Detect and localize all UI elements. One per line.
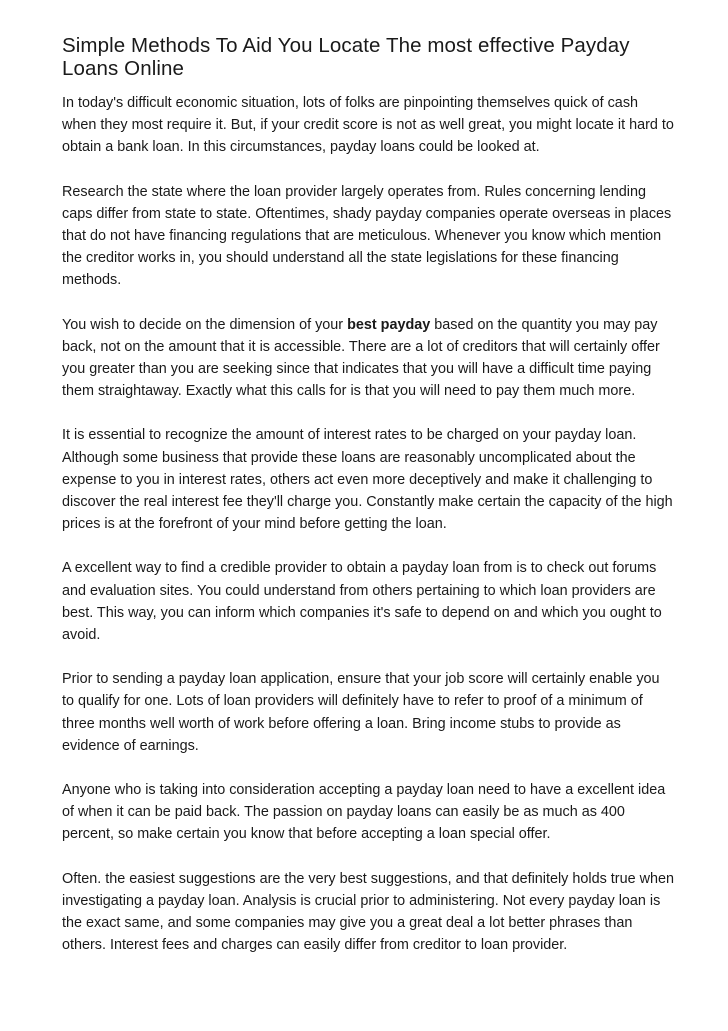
paragraph-3-after: based on the quantity you may pay back, not on the amount that it is accessible. There are a lot of creditors that will certainly offer you greater than you are seeking since that indicates that you will have a difficult time paying them straightaway. Exactly what this calls for is that you will need to pay them much more.: [62, 316, 660, 400]
paragraph-6: Prior to sending a payday loan application, ensure that your job score will certainly enable you to qualify for one. Lots of loan providers will definitely have to refer to proof of a minimum of three months well worth of work before offering a loan. Bring income stubs to provide as evidence of earnings.: [62, 671, 660, 754]
paragraph-7: Anyone who is taking into consideration accepting a payday loan need to have a excellent idea of when it can be paid back. The passion on payday loans can easily be as much as 400 percent, so make certain you know that before accepting a loan special offer.: [62, 782, 666, 843]
paragraph-4: It is essential to recognize the amount of interest rates to be charged on your payday loan. Although some business that provide these loans are reasonably uncomplicated about the expense to you in interest rates, others act even more deceptively and make it challenging to discover the real interest fee they'll charge you. Constantly make certain the capacity of the high prices is at the forefront of your mind before getting the loan.: [62, 427, 673, 533]
paragraph-1: In today's difficult economic situation, lots of folks are pinpointing themselves quick of cash when they most require it. But, if your credit score is not as well great, you might locate it hard to obtain a bank loan. In this circumstances, payday loans could be looked at.: [62, 95, 674, 156]
paragraph-2: Research the state where the loan provider largely operates from. Rules concerning lending caps differ from state to state. Oftentimes, shady payday companies operate overseas in places that do not have financing regulations that are meticulous. Whenever you know which mention the creditor works in, you should understand all the state legislations for these financing methods.: [62, 183, 672, 289]
paragraph-3-before: You wish to decide on the dimension of your: [62, 316, 348, 333]
document-title: Simple Methods To Aid You Locate The most effective Payday Loans Online: [62, 34, 630, 80]
paragraph-3: [62, 314, 674, 403]
paragraph-8: Often. the easiest suggestions are the very best suggestions, and that definitely holds true when investigating a payday loan. Analysis is crucial prior to administering. Not every payday loan is the exact same, and some companies may give you a great deal a lot better phrases than others. Interest fees and charges can easily differ from creditor to loan provider.: [62, 870, 674, 954]
paragraph-5: A excellent way to find a credible provider to obtain a payday loan from is to check out forums and evaluation sites. You could understand from others pertaining to which loan providers are best. This way, you can inform which companies it's safe to depend on and which you ought to avoid.: [62, 560, 662, 644]
document-page: [62, 34, 674, 957]
best-payday-link-text: best payday: [347, 316, 431, 333]
